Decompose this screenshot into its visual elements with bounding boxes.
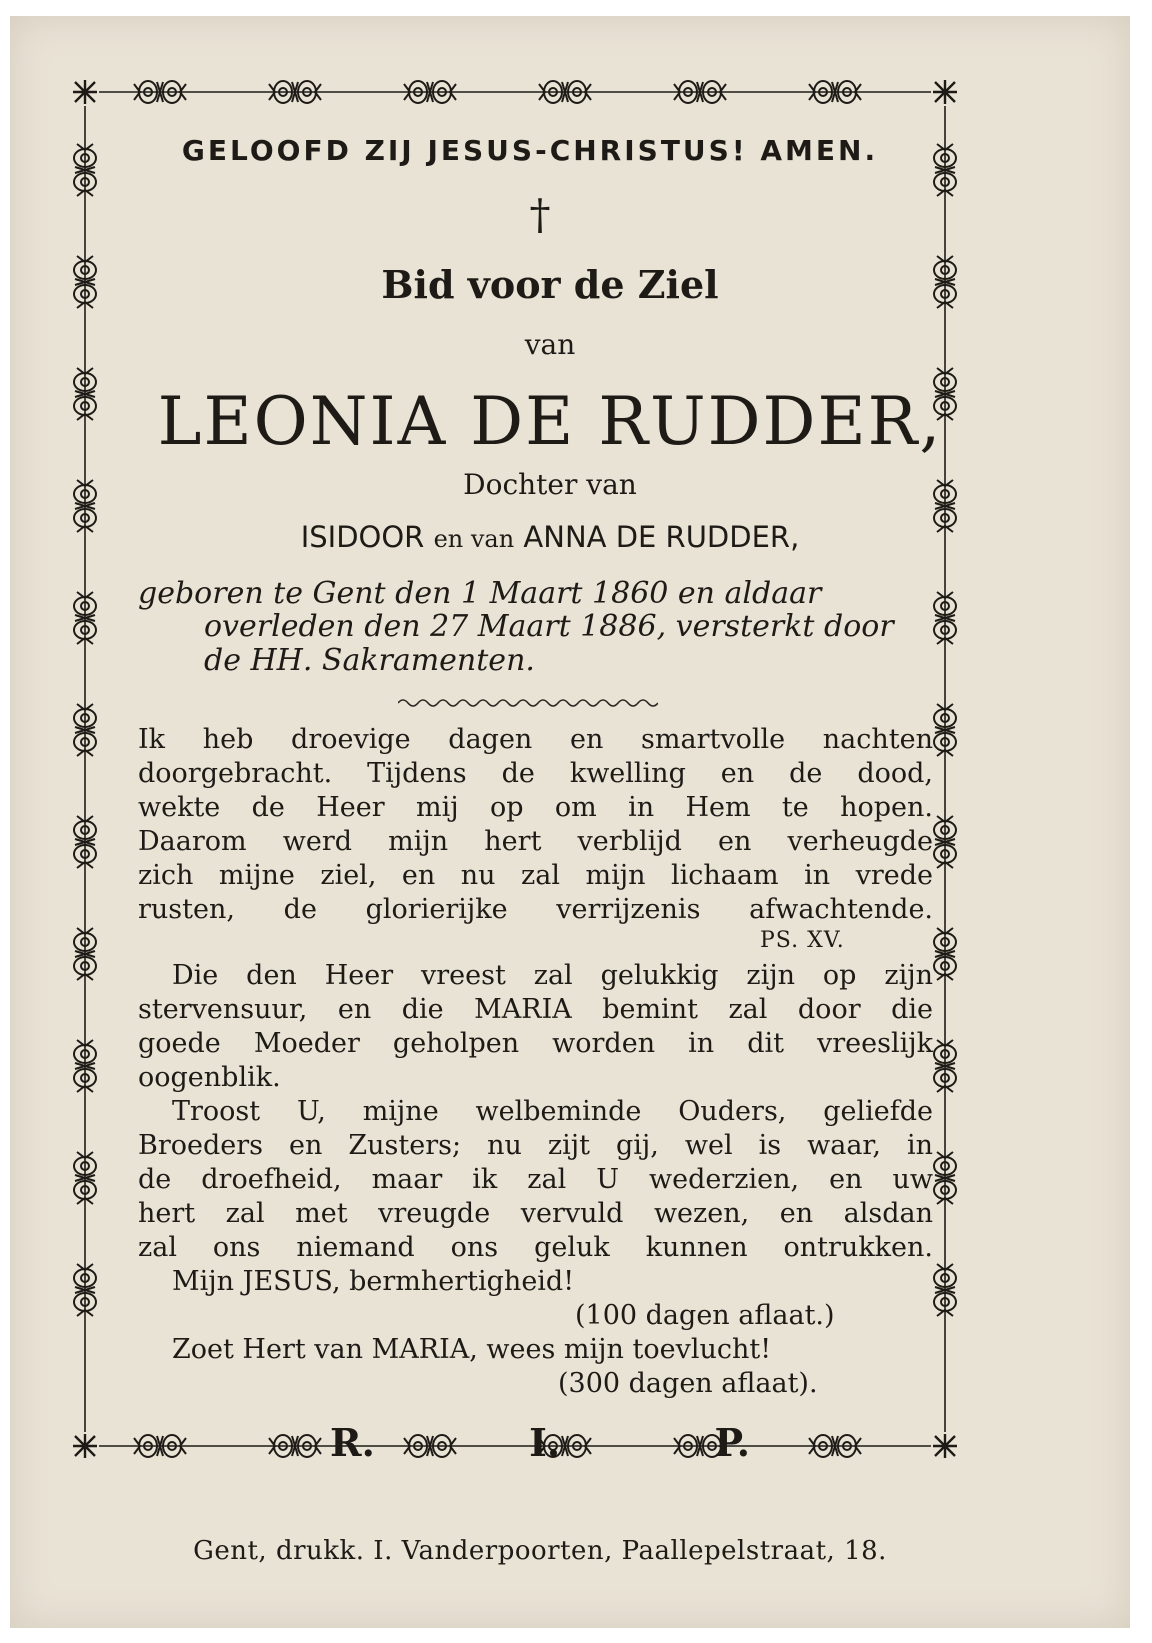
maria-line: goede Moeder geholpen worden in dit vreeslijk (138, 1028, 933, 1059)
maria-line: stervensuur, en die MARIA bemint zal door die (138, 994, 933, 1025)
psalm-line: Ik heb droevige dagen en smartvolle nachten (138, 724, 933, 755)
rip-i: I. (529, 1420, 561, 1465)
troost-line: de droefheid, maar ik zal U wederzien, en uw (138, 1164, 933, 1195)
corner-ornament (73, 80, 97, 104)
rip-p: P. (714, 1420, 750, 1465)
troost-line: Troost U, mijne welbeminde Ouders, geliefde (172, 1096, 933, 1127)
birth-line: geboren te Gent den 1 Maart 1860 en aldaar (138, 576, 822, 611)
father-name: ISIDOOR (300, 520, 425, 554)
psalm-line: zich mijne ziel, en nu zal mijn lichaam in vrede (138, 860, 933, 891)
corner-ornament (933, 1434, 957, 1458)
maria-line: Die den Heer vreest zal gelukkig zijn op zijn (172, 960, 933, 991)
rip-r: R. (330, 1420, 375, 1465)
parents-line (160, 520, 940, 554)
corner-ornament (73, 1434, 97, 1458)
van-text: van (524, 328, 576, 361)
divider-squiggle (398, 696, 658, 710)
troost-line: hert zal met vreugde vervuld wezen, en alsdan (138, 1198, 933, 1229)
prayer-heading: Bid voor de Ziel (381, 262, 719, 307)
maria-line: oogenblik. (138, 1062, 281, 1093)
psalm-line: rusten, de glorierijke verrijzenis afwachtende. (138, 894, 933, 925)
deceased-name: LEONIA DE RUDDER, (157, 383, 943, 460)
psalm-line: Daarom werd mijn hert verblijd en verheugde (138, 826, 933, 857)
psalm-line: doorgebracht. Tijdens de kwelling en de dood, (138, 758, 933, 789)
indulgence-300: (300 dagen aflaat). (558, 1368, 818, 1399)
motto-heading: GELOOFD ZIJ JESUS-CHRISTUS! AMEN. (181, 134, 879, 167)
parents-conjunction: en van (433, 525, 515, 553)
cross-icon: † (529, 190, 551, 239)
psalm-line: wekte de Heer mij op om in Hem te hopen. (138, 792, 933, 823)
troost-line: zal ons niemand ons geluk kunnen ontrukken. (138, 1232, 933, 1263)
mother-name: ANNA DE RUDDER, (523, 520, 800, 554)
death-line: overleden den 27 Maart 1886, versterkt door (204, 609, 894, 644)
rip-letters (330, 1420, 750, 1465)
psalm-reference: PS. XV. (760, 928, 845, 953)
printer-imprint: Gent, drukk. I. Vanderpoorten, Paallepelstraat, 18. (193, 1536, 887, 1566)
ejaculation-jesus: Mijn JESUS, bermhertigheid! (172, 1266, 575, 1297)
troost-line: Broeders en Zusters; nu zijt gij, wel is waar, in (138, 1130, 933, 1161)
indulgence-100: (100 dagen aflaat.) (575, 1300, 835, 1331)
sacraments-line: de HH. Sakramenten. (204, 643, 535, 678)
corner-ornament (933, 80, 957, 104)
ejaculation-maria: Zoet Hert van MARIA, wees mijn toevlucht! (172, 1334, 772, 1365)
daughter-of-text: Dochter van (463, 468, 637, 501)
